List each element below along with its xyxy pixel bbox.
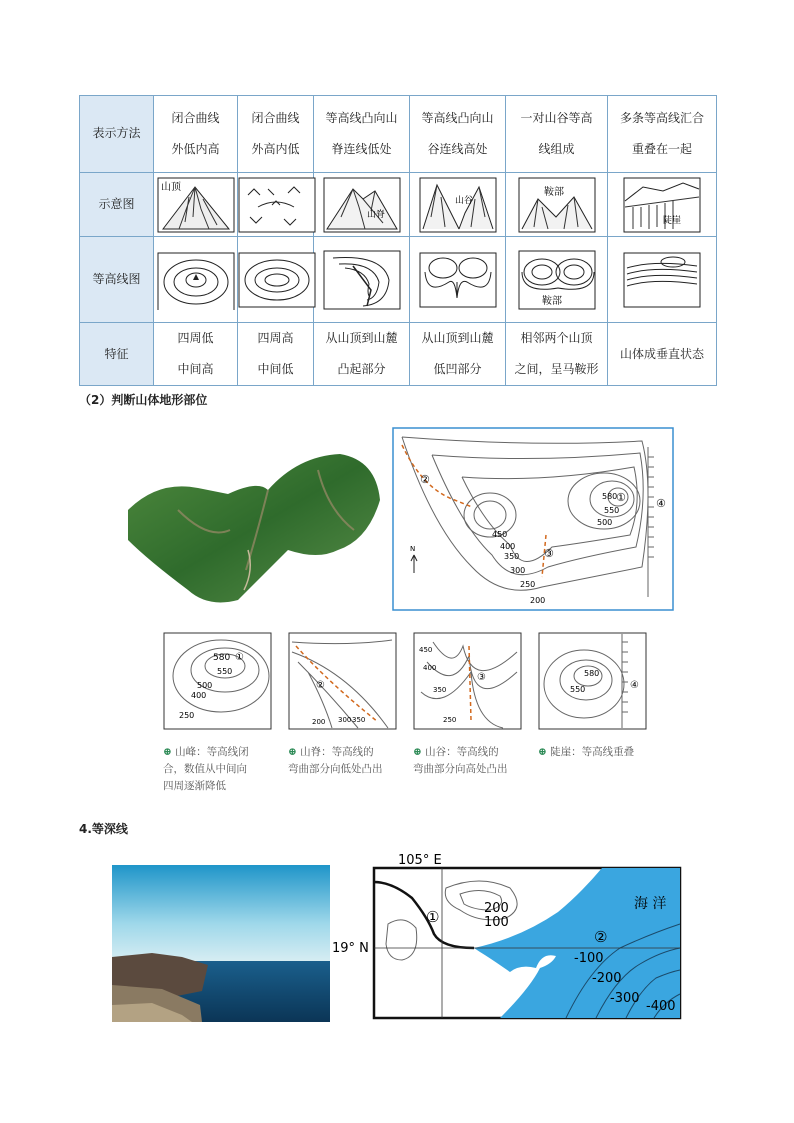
svg-text:250: 250	[179, 711, 195, 720]
method-cliff: 多条等高线汇合 重叠在一起	[608, 96, 717, 173]
method-valley: 等高线凸向山 谷连线高处	[410, 96, 506, 173]
svg-text:350: 350	[433, 686, 447, 694]
svg-text:300: 300	[338, 716, 352, 724]
svg-text:400: 400	[423, 664, 437, 672]
svg-text:②: ②	[420, 473, 430, 486]
svg-text:350: 350	[352, 716, 366, 724]
svg-text:100: 100	[484, 915, 509, 930]
caption-cliff: ⊕ 陡崖：等高线重叠	[538, 746, 635, 758]
sketch-saddle	[506, 173, 608, 237]
mountain-photo	[118, 450, 386, 610]
svg-text:300: 300	[510, 566, 526, 575]
svg-text:①: ①	[616, 491, 626, 504]
contour-cliff	[608, 237, 717, 323]
svg-text:③: ③	[544, 547, 554, 560]
svg-text:250: 250	[443, 716, 457, 724]
caption-ridge: ⊕ 山脊：等高线的 弯曲部分向低处凸出	[288, 746, 383, 775]
svg-text:250: 250	[520, 580, 536, 589]
svg-text:②: ②	[316, 680, 325, 691]
svg-text:陡崖: 陡崖	[663, 215, 682, 226]
terrain-table	[79, 95, 717, 386]
svg-text:山谷: 山谷	[454, 195, 473, 206]
feature-saddle: 相邻两个山顶 之间，呈马鞍形	[506, 323, 608, 386]
sketch-valley	[410, 173, 506, 237]
method-ridge: 等高线凸向山 脊连线低处	[314, 96, 410, 173]
peak-map	[163, 632, 272, 730]
svg-text:450: 450	[492, 530, 508, 539]
svg-text:400: 400	[500, 542, 516, 551]
row-header-contour: 等高线图	[80, 237, 154, 323]
row-header-method: 表示方法	[80, 96, 154, 173]
cliff-map	[538, 632, 647, 730]
svg-text:-100: -100	[574, 951, 604, 966]
section4-heading: 4.等深线	[79, 822, 128, 836]
method-saddle: 一对山谷等高 线组成	[506, 96, 608, 173]
svg-text:④: ④	[630, 680, 639, 691]
row-header-sketch: 示意图	[80, 173, 154, 237]
section2-heading: （2）判断山体地形部位	[79, 393, 208, 407]
sketch-basin	[238, 173, 314, 237]
svg-text:550: 550	[570, 685, 586, 694]
svg-text:-300: -300	[610, 991, 640, 1006]
svg-text:N: N	[410, 545, 416, 553]
contour-peak	[154, 237, 238, 323]
svg-text:-400: -400	[646, 999, 676, 1014]
terrain-contour-map	[392, 427, 674, 611]
feature-ridge: 从山顶到山麓 凸起部分	[314, 323, 410, 386]
method-peak: 闭合曲线 外低内高	[154, 96, 238, 173]
svg-text:③: ③	[477, 672, 486, 683]
svg-text:580: 580	[213, 653, 231, 663]
svg-text:①: ①	[426, 908, 440, 926]
svg-text:200: 200	[484, 901, 509, 916]
svg-text:580: 580	[602, 492, 618, 501]
valley-map	[413, 632, 522, 730]
feature-basin: 四周高 中间低	[238, 323, 314, 386]
svg-text:400: 400	[191, 691, 207, 700]
svg-text:105° E: 105° E	[398, 853, 442, 868]
sketch-ridge	[314, 173, 410, 237]
svg-text:鞍部: 鞍部	[541, 295, 562, 307]
method-basin: 闭合曲线 外高内低	[238, 96, 314, 173]
svg-text:500: 500	[197, 681, 213, 690]
caption-peak: ⊕ 山峰：等高线闭 合，数值从中间向 四周逐渐降低	[163, 746, 249, 792]
svg-text:550: 550	[217, 667, 233, 676]
svg-text:200: 200	[530, 596, 546, 605]
contour-valley	[410, 237, 506, 323]
caption-valley: ⊕ 山谷：等高线的 弯曲部分向高处凸出	[413, 746, 508, 775]
svg-text:200: 200	[312, 718, 326, 726]
isobath-map	[330, 848, 682, 1020]
svg-text:500: 500	[597, 518, 613, 527]
sketch-cliff	[608, 173, 717, 237]
svg-text:山脊: 山脊	[366, 209, 385, 220]
svg-text:-200: -200	[592, 971, 622, 986]
ridge-map	[288, 632, 397, 730]
svg-text:350: 350	[504, 552, 520, 561]
svg-text:550: 550	[604, 506, 620, 515]
svg-text:山顶: 山顶	[160, 181, 181, 193]
svg-text:580: 580	[584, 669, 600, 678]
sketch-peak	[154, 173, 238, 237]
feature-cliff: 山体成垂直状态	[608, 323, 717, 386]
svg-text:①: ①	[235, 652, 244, 663]
row-header-feature: 特征	[80, 323, 154, 386]
svg-text:④: ④	[656, 497, 666, 510]
svg-text:海 洋: 海 洋	[634, 896, 667, 912]
feature-valley: 从山顶到山麓 低凹部分	[410, 323, 506, 386]
contour-basin	[238, 237, 314, 323]
svg-text:450: 450	[419, 646, 433, 654]
svg-text:19° N: 19° N	[332, 941, 369, 956]
svg-text:鞍部: 鞍部	[543, 186, 564, 198]
svg-text:②: ②	[594, 928, 608, 946]
contour-saddle	[506, 237, 608, 323]
feature-peak: 四周低 中间高	[154, 323, 238, 386]
coast-photo	[112, 865, 330, 1022]
contour-ridge	[314, 237, 410, 323]
